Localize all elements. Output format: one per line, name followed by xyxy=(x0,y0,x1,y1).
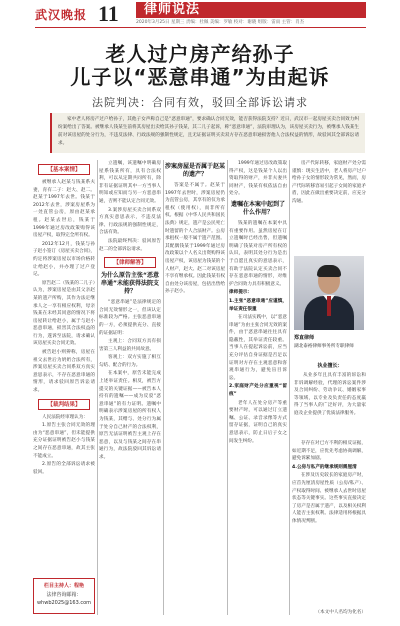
column-divider xyxy=(97,160,98,615)
contact-box xyxy=(33,578,95,614)
paragraph: 房产代际转移，家庭财产处分需谨慎：现实生活中，老人将房产过户给孙子女的情形较为常见，然而，房产代际转移容易引起子女间的家庭矛盾，因此在做出重要决定前，应充分沟通。 xyxy=(292,161,366,204)
paragraph: 2.原告的全部诉讼请求被驳回。 xyxy=(33,462,95,475)
tip-heading: 2.家庭财产处分应重视“留痕” xyxy=(229,384,287,398)
paragraph: 存存在对已方不利的相反证据，如近期不足，应优先考虑协商调解，避免诉累加剧。 xyxy=(292,441,366,462)
tag-judgment: 【裁判结果】 xyxy=(38,399,90,410)
paragraph: 主观上：合同双方具有损害第三人利益的共同故意。 xyxy=(99,339,161,352)
section-banner xyxy=(136,2,366,18)
column-3 xyxy=(165,160,225,620)
column-divider xyxy=(227,160,228,615)
paragraph: 被继承人赵某与钱某系夫妻，育有二子：赵大、赵二。赵某于1997年去世。钱某于2012年去世，涉案房屋系为一处直管公房，原由赵某承租。赵某去世后，钱某于1999年通过房改政策购得该房屋产权，取得完全所有权。 xyxy=(33,180,95,239)
lawyer-photo xyxy=(294,256,364,330)
column-host: 栏目主持人：程艳 xyxy=(43,583,84,589)
lead-text: 家中老人将房产过户给孙子，其他子女声称自己是“恶意串通”，要求确认合同无效，能否获得法院支持？近日，武汉市一起房屋买卖合同效力纠纷案给出了答案。被继承人钱某生前将其房屋出卖给其孙子钱某，其二儿子起诉，称“恶意串通”，法院审理认为，该房屋买卖行为，被继承人钱某生前对该房屋的处分行为，不违反法律、行政法规的强制性规定，且无证据证明买卖双方存在恶意串通损害他人合法权益的情形，故驳回其全部诉讼请求。 xyxy=(58,117,359,146)
names-note: （本文中人名均为化名） xyxy=(315,610,366,615)
tag-basic-case: 【基本案情】 xyxy=(38,164,90,175)
paragraph: 1.原告主张合同无效的理由为“恶意串通”，但未能提供充分证据证明被告赵小与钱某之间存在恶意串通，故其主张不能成立。 xyxy=(33,423,95,459)
column-5-bottom xyxy=(292,440,366,620)
lawyer-bio xyxy=(294,372,366,438)
lead-box xyxy=(50,113,365,153)
tips-heading: 律师提示： xyxy=(229,290,252,296)
lawyer-name: 郑直律师 xyxy=(294,335,315,341)
tip-heading: 1.主张“恶意串通”应谨慎，举证责任很重 xyxy=(229,298,287,312)
paragraph: 法院最终判决：驳回原告赵二的全部诉讼请求。 xyxy=(99,238,161,252)
paragraph: 在涉及历史较长的家庭房产时，应首先厘清房屋性质（公房/私产）、产权取得时间、被继承人去世时房屋状态等关键事实。这些事实直接决定了房产是否属于遗产，以及相关权利人能否主张权利。法律适用将根据具体情况判断。 xyxy=(292,473,366,524)
headline-line1: 老人过户房产给孙子 xyxy=(105,42,295,66)
paragraph: 答案是不属于。赵某于1997年去世时，涉案房屋仍为直管公房，其享有的仅为承租权（使用权），而非所有权。根据《中华人民共和国民法典》规定，遗产是公民死亡时遗留的个人合法财产。公房承租权一般不属于遗产范围。其配偶钱某于1999年通过房改政策以个人名义出资购得该房屋产权，该房屋为钱某的个人财产，赵大、赵二对该房屋不享有继承权。因此钱某有权自由处分该房屋，包括出售给孙子赵小。 xyxy=(165,183,225,295)
question-heading: 为什么原告主张“恶意串通”未能获得法院支持？ xyxy=(101,272,159,296)
paragraph: 被告赵小则辨称，房屋在祖父去世后为奶奶合法所有，涉案房屋买卖合同系双方真实意思表示，不存在恶意串通的情形，请求驳回原告诉讼请求。 xyxy=(33,350,95,394)
paragraph: 1999年通过房改政策取得产权，这是钱某个人以出资取得的财产，并非夫妻共同财产，钱某有权依法自由处分。 xyxy=(229,161,287,197)
paragraph: 2012年12月，钱某与孙子赵小签订《房屋买卖合同》，约定将涉案房屋以市场价格转让给赵小，并办理了过户登记。 xyxy=(33,241,95,278)
paragraph: 从业多年且具有丰富的诉讼和非诉调解经验，代理的诉讼案件涉及合同纠纷、劳动争议、婚姻家事等领域，以专业及负责任的态度赢得了当事人的广泛好评，为大量家庭及企业提供了优质法律服务。 xyxy=(294,373,366,416)
column-4 xyxy=(229,160,287,620)
tag-lawyer-answer: 【律师解答】 xyxy=(104,257,156,268)
contact-email[interactable]: whwb2025@163.com xyxy=(36,600,92,606)
paragraph: 立遗嘱，该遗嘱中明确房屋系钱某所有，具有合法权利，可以从定期共同所有，除非有证据证明其中一方当事人明知或应知而与另一方恶意串通，否则不能认定合同无效。 xyxy=(99,161,161,204)
subheadline: 法院判决：合同有效，驳回全部诉讼请求 xyxy=(92,96,308,109)
paragraph: 原告赵二（钱某的二儿子）认为，涉案房屋是由其父亲赵某的遗产所购，其作为法定继承人之一享有相应权利，母亲钱某在未经其同意的情况下将房屋转让给赵小，属于与赵小恶意串通，损害其合法权益的行为，遂诉至法院，请求确认该房屋买卖合同无效。 xyxy=(33,280,95,347)
question-heading: 遗嘱在本案中起到了什么作用？ xyxy=(230,200,285,216)
question-heading: 涉案房屋是否属于赵某的遗产？ xyxy=(165,163,225,178)
page-meta: 2020年3月25日 星期三 责编：杜佩 美编：罗敏 校对：谢晓 组版：雷雨 主管：肖杰 xyxy=(136,20,305,25)
paragraph: “恶意串通”是法律规定的合同无效情形之一，但该认定标准较为严格。主张恶意串通的一方，必须提供充分、直接的证据证明： xyxy=(99,300,161,336)
paragraph: 钱某的遗嘱在本案中具有重要作用。虽然房屋在订立遗嘱时已经出售，但遗嘱明确了钱某对房产所有权的认识，表明其处分行为是出于自愿且真实的意思表示，有助于法院认定买卖合同不存在恶意串通的情形，对维护合同效力具有积极意义。 xyxy=(229,220,287,287)
photo-hair xyxy=(317,265,341,277)
lawyer-org: 湖北泰裕律师事务所专职律师 xyxy=(294,344,354,349)
section-title: 律师说法 xyxy=(144,2,201,17)
lawyer-role: 执业擅长： xyxy=(317,363,343,369)
masthead-rule xyxy=(35,27,366,28)
column-1 xyxy=(33,160,95,620)
paragraph: 老年人在处分房产等重要财产时，可以通过订立遗嘱、公证、录音录像等方式留存证据，证明自己的真实意思表示，防止日后子女之间发生纠纷。 xyxy=(229,400,287,444)
paper-name: 武汉晚报 xyxy=(35,8,88,22)
contact-label: 法律咨询邮箱： xyxy=(46,592,82,598)
column-divider xyxy=(289,160,290,615)
photo-tie xyxy=(327,296,331,316)
tip-heading: 4.公房与私产的继承规则需厘清 xyxy=(292,464,357,470)
paragraph: 3.案涉房屋买卖合同系双方真实意思表示，不违反法律、行政法规的强制性规定，合法有效。 xyxy=(99,207,161,236)
page-number: 11 xyxy=(98,1,119,26)
paragraph: 在司法实践中，以“恶意串通”为由主张合同无效的案件，由于恶意串通往往具有隐蔽性，其举证责任较重。当事人在提起诉讼前，应当充分评估自身证据是否足以证明对方存在主观恶意和客观串通行为，避免盲目诉讼。 xyxy=(229,315,287,381)
masthead xyxy=(0,0,400,28)
column-5 xyxy=(292,160,366,252)
column-divider xyxy=(163,160,164,615)
headline-line2: 儿子以“恶意串通”为由起诉 xyxy=(70,65,330,89)
paragraph: 在本案中，原告未能完成上述举证责任。相反，被告方提交的关键证据——被告本人持有的遗嘱——成为反驳“恶意串通”的有力证明。遗嘱中明确表示涉案房屋的所有权人为钱某，其赠与、处分行为属于处分自己财产的合法权利，原告无法证明被告主观上存在恶意，以及与钱某之间存在串通行为，故法院驳回其诉讼请求。 xyxy=(99,371,161,460)
paragraph: 客观上：双方实施了相互勾结、配合的行为。 xyxy=(99,355,161,368)
paragraph: 人民法院经审理认为： xyxy=(42,414,88,420)
column-2 xyxy=(99,160,161,620)
